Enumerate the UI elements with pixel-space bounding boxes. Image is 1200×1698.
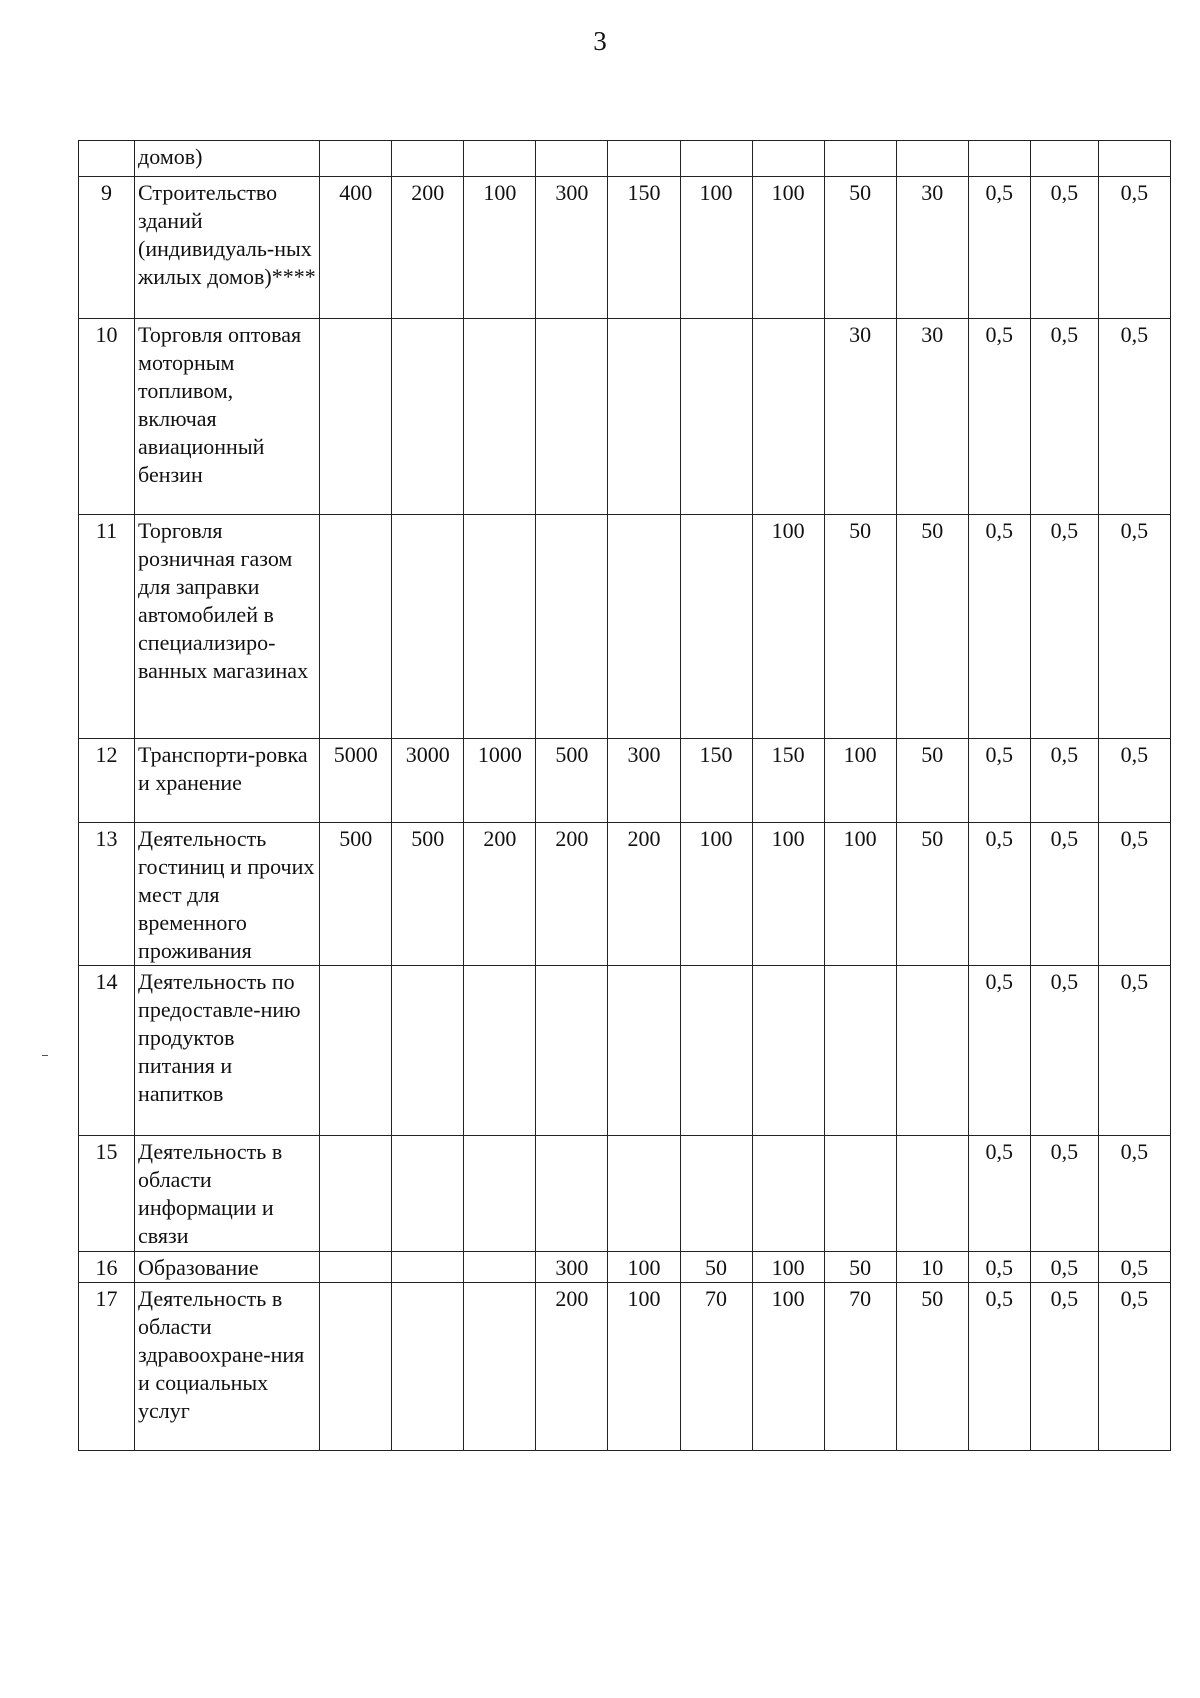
value-cell — [320, 319, 392, 515]
value-cell: 300 — [536, 1252, 608, 1283]
value-cell: 150 — [680, 739, 752, 823]
value-cell: 100 — [680, 177, 752, 319]
table-row — [79, 177, 1171, 319]
value-cell: 70 — [680, 1283, 752, 1451]
value-cell: 150 — [752, 739, 824, 823]
row-number — [79, 141, 135, 177]
value-cell — [320, 141, 392, 177]
value-cell: 200 — [536, 1283, 608, 1451]
value-cell: 0,5 — [1098, 1136, 1170, 1252]
value-cell: 100 — [752, 823, 824, 966]
value-cell — [320, 515, 392, 739]
activity-name: Деятельность в области информации и связи — [135, 1136, 320, 1252]
value-cell: 500 — [536, 739, 608, 823]
value-cell: 10 — [896, 1252, 968, 1283]
value-cell — [464, 1252, 536, 1283]
value-cell: 0,5 — [968, 319, 1030, 515]
row-number: 17 — [79, 1283, 135, 1451]
table-row — [79, 1252, 1171, 1283]
value-cell — [608, 319, 680, 515]
activity-name: Деятельность в области здравоохране-ния и социальных услуг — [135, 1283, 320, 1451]
value-cell: 0,5 — [968, 1283, 1030, 1451]
value-cell: 1000 — [464, 739, 536, 823]
value-cell — [680, 1136, 752, 1252]
activity-name: Транспорти-ровка и хранение — [135, 739, 320, 823]
value-cell: 100 — [608, 1252, 680, 1283]
value-cell — [536, 966, 608, 1136]
value-cell — [680, 515, 752, 739]
value-cell — [824, 141, 896, 177]
value-cell: 100 — [752, 1252, 824, 1283]
value-cell: 0,5 — [1098, 177, 1170, 319]
value-cell — [464, 966, 536, 1136]
value-cell — [392, 141, 464, 177]
value-cell — [320, 1252, 392, 1283]
row-number: 10 — [79, 319, 135, 515]
value-cell: 0,5 — [968, 515, 1030, 739]
value-cell: 500 — [392, 823, 464, 966]
value-cell — [608, 1136, 680, 1252]
value-cell — [896, 966, 968, 1136]
value-cell: 3000 — [392, 739, 464, 823]
value-cell: 0,5 — [968, 966, 1030, 1136]
value-cell — [464, 1136, 536, 1252]
value-cell: 200 — [608, 823, 680, 966]
table-row — [79, 1283, 1171, 1451]
value-cell — [320, 1136, 392, 1252]
value-cell: 30 — [896, 319, 968, 515]
value-cell: 50 — [680, 1252, 752, 1283]
value-cell — [680, 966, 752, 1136]
value-cell: 70 — [824, 1283, 896, 1451]
table-row — [79, 739, 1171, 823]
row-number: 13 — [79, 823, 135, 966]
table-row — [79, 1136, 1171, 1252]
value-cell — [752, 319, 824, 515]
value-cell: 5000 — [320, 739, 392, 823]
value-cell: 30 — [896, 177, 968, 319]
value-cell: 0,5 — [968, 823, 1030, 966]
value-cell — [608, 966, 680, 1136]
value-cell: 50 — [896, 823, 968, 966]
value-cell — [464, 1283, 536, 1451]
value-cell — [536, 319, 608, 515]
value-cell — [752, 1136, 824, 1252]
value-cell: 0,5 — [1098, 823, 1170, 966]
activity-name: Строительство зданий (индивидуаль-ных жилых домов)**** — [135, 177, 320, 319]
value-cell — [392, 319, 464, 515]
value-cell: 0,5 — [1030, 966, 1098, 1136]
value-cell — [896, 141, 968, 177]
value-cell — [464, 319, 536, 515]
value-cell: 0,5 — [968, 177, 1030, 319]
value-cell: 0,5 — [1030, 823, 1098, 966]
value-cell: 0,5 — [1098, 1283, 1170, 1451]
value-cell: 100 — [824, 823, 896, 966]
value-cell: 0,5 — [968, 1252, 1030, 1283]
value-cell — [824, 966, 896, 1136]
table-row — [79, 515, 1171, 739]
activity-name: Деятельность гостиниц и прочих мест для временного проживания — [135, 823, 320, 966]
value-cell — [392, 1136, 464, 1252]
value-cell: 50 — [824, 1252, 896, 1283]
table-row — [79, 319, 1171, 515]
value-cell: 0,5 — [1030, 1252, 1098, 1283]
table-row — [79, 823, 1171, 966]
value-cell: 30 — [824, 319, 896, 515]
value-cell: 50 — [896, 739, 968, 823]
activity-name: Торговля оптовая моторным топливом, включая авиационный бензин — [135, 319, 320, 515]
row-number: 11 — [79, 515, 135, 739]
value-cell — [824, 1136, 896, 1252]
activity-name: Деятельность по предоставле-нию продуктов питания и напитков — [135, 966, 320, 1136]
value-cell: 100 — [824, 739, 896, 823]
value-cell — [536, 1136, 608, 1252]
value-cell: 0,5 — [1098, 515, 1170, 739]
value-cell: 50 — [824, 177, 896, 319]
value-cell — [1098, 141, 1170, 177]
value-cell — [392, 966, 464, 1136]
value-cell: 0,5 — [968, 739, 1030, 823]
value-cell: 100 — [752, 1283, 824, 1451]
value-cell: 0,5 — [1098, 319, 1170, 515]
value-cell: 0,5 — [1098, 966, 1170, 1136]
value-cell — [464, 515, 536, 739]
value-cell: 0,5 — [1098, 1252, 1170, 1283]
value-cell: 300 — [608, 739, 680, 823]
value-cell — [320, 1283, 392, 1451]
value-cell: 0,5 — [1098, 739, 1170, 823]
value-cell — [968, 141, 1030, 177]
value-cell: 200 — [392, 177, 464, 319]
row-number: 14 — [79, 966, 135, 1136]
activity-name: Образование — [135, 1252, 320, 1283]
table-row — [79, 141, 1171, 177]
value-cell: 100 — [680, 823, 752, 966]
value-cell — [320, 966, 392, 1136]
value-cell: 0,5 — [1030, 1136, 1098, 1252]
value-cell — [392, 515, 464, 739]
row-number: 9 — [79, 177, 135, 319]
value-cell: 100 — [464, 177, 536, 319]
value-cell: 0,5 — [1030, 177, 1098, 319]
value-cell: 50 — [824, 515, 896, 739]
value-cell — [536, 515, 608, 739]
value-cell — [896, 1136, 968, 1252]
value-cell — [608, 141, 680, 177]
value-cell — [392, 1252, 464, 1283]
value-cell — [536, 141, 608, 177]
row-number: 12 — [79, 739, 135, 823]
table-row — [79, 966, 1171, 1136]
value-cell: 50 — [896, 515, 968, 739]
value-cell: 100 — [608, 1283, 680, 1451]
rates-table — [78, 140, 1171, 1451]
value-cell: 400 — [320, 177, 392, 319]
value-cell: 300 — [536, 177, 608, 319]
value-cell — [680, 319, 752, 515]
value-cell — [680, 141, 752, 177]
value-cell: 100 — [752, 177, 824, 319]
value-cell: 0,5 — [968, 1136, 1030, 1252]
value-cell: 50 — [896, 1283, 968, 1451]
activity-name: домов) — [135, 141, 320, 177]
value-cell: 200 — [464, 823, 536, 966]
value-cell: 500 — [320, 823, 392, 966]
activity-name: Торговля розничная газом для заправки автомобилей в специализиро-ванных магазинах — [135, 515, 320, 739]
value-cell — [464, 141, 536, 177]
value-cell — [608, 515, 680, 739]
value-cell: 0,5 — [1030, 1283, 1098, 1451]
value-cell — [752, 966, 824, 1136]
value-cell: 150 — [608, 177, 680, 319]
value-cell — [392, 1283, 464, 1451]
value-cell — [752, 141, 824, 177]
page-number: 3 — [593, 26, 607, 56]
row-number: 15 — [79, 1136, 135, 1252]
scan-mark — [42, 1055, 48, 1056]
value-cell: 0,5 — [1030, 319, 1098, 515]
value-cell: 0,5 — [1030, 739, 1098, 823]
row-number: 16 — [79, 1252, 135, 1283]
value-cell: 0,5 — [1030, 515, 1098, 739]
value-cell: 200 — [536, 823, 608, 966]
value-cell — [1030, 141, 1098, 177]
rates-body — [79, 141, 1171, 1451]
value-cell: 100 — [752, 515, 824, 739]
